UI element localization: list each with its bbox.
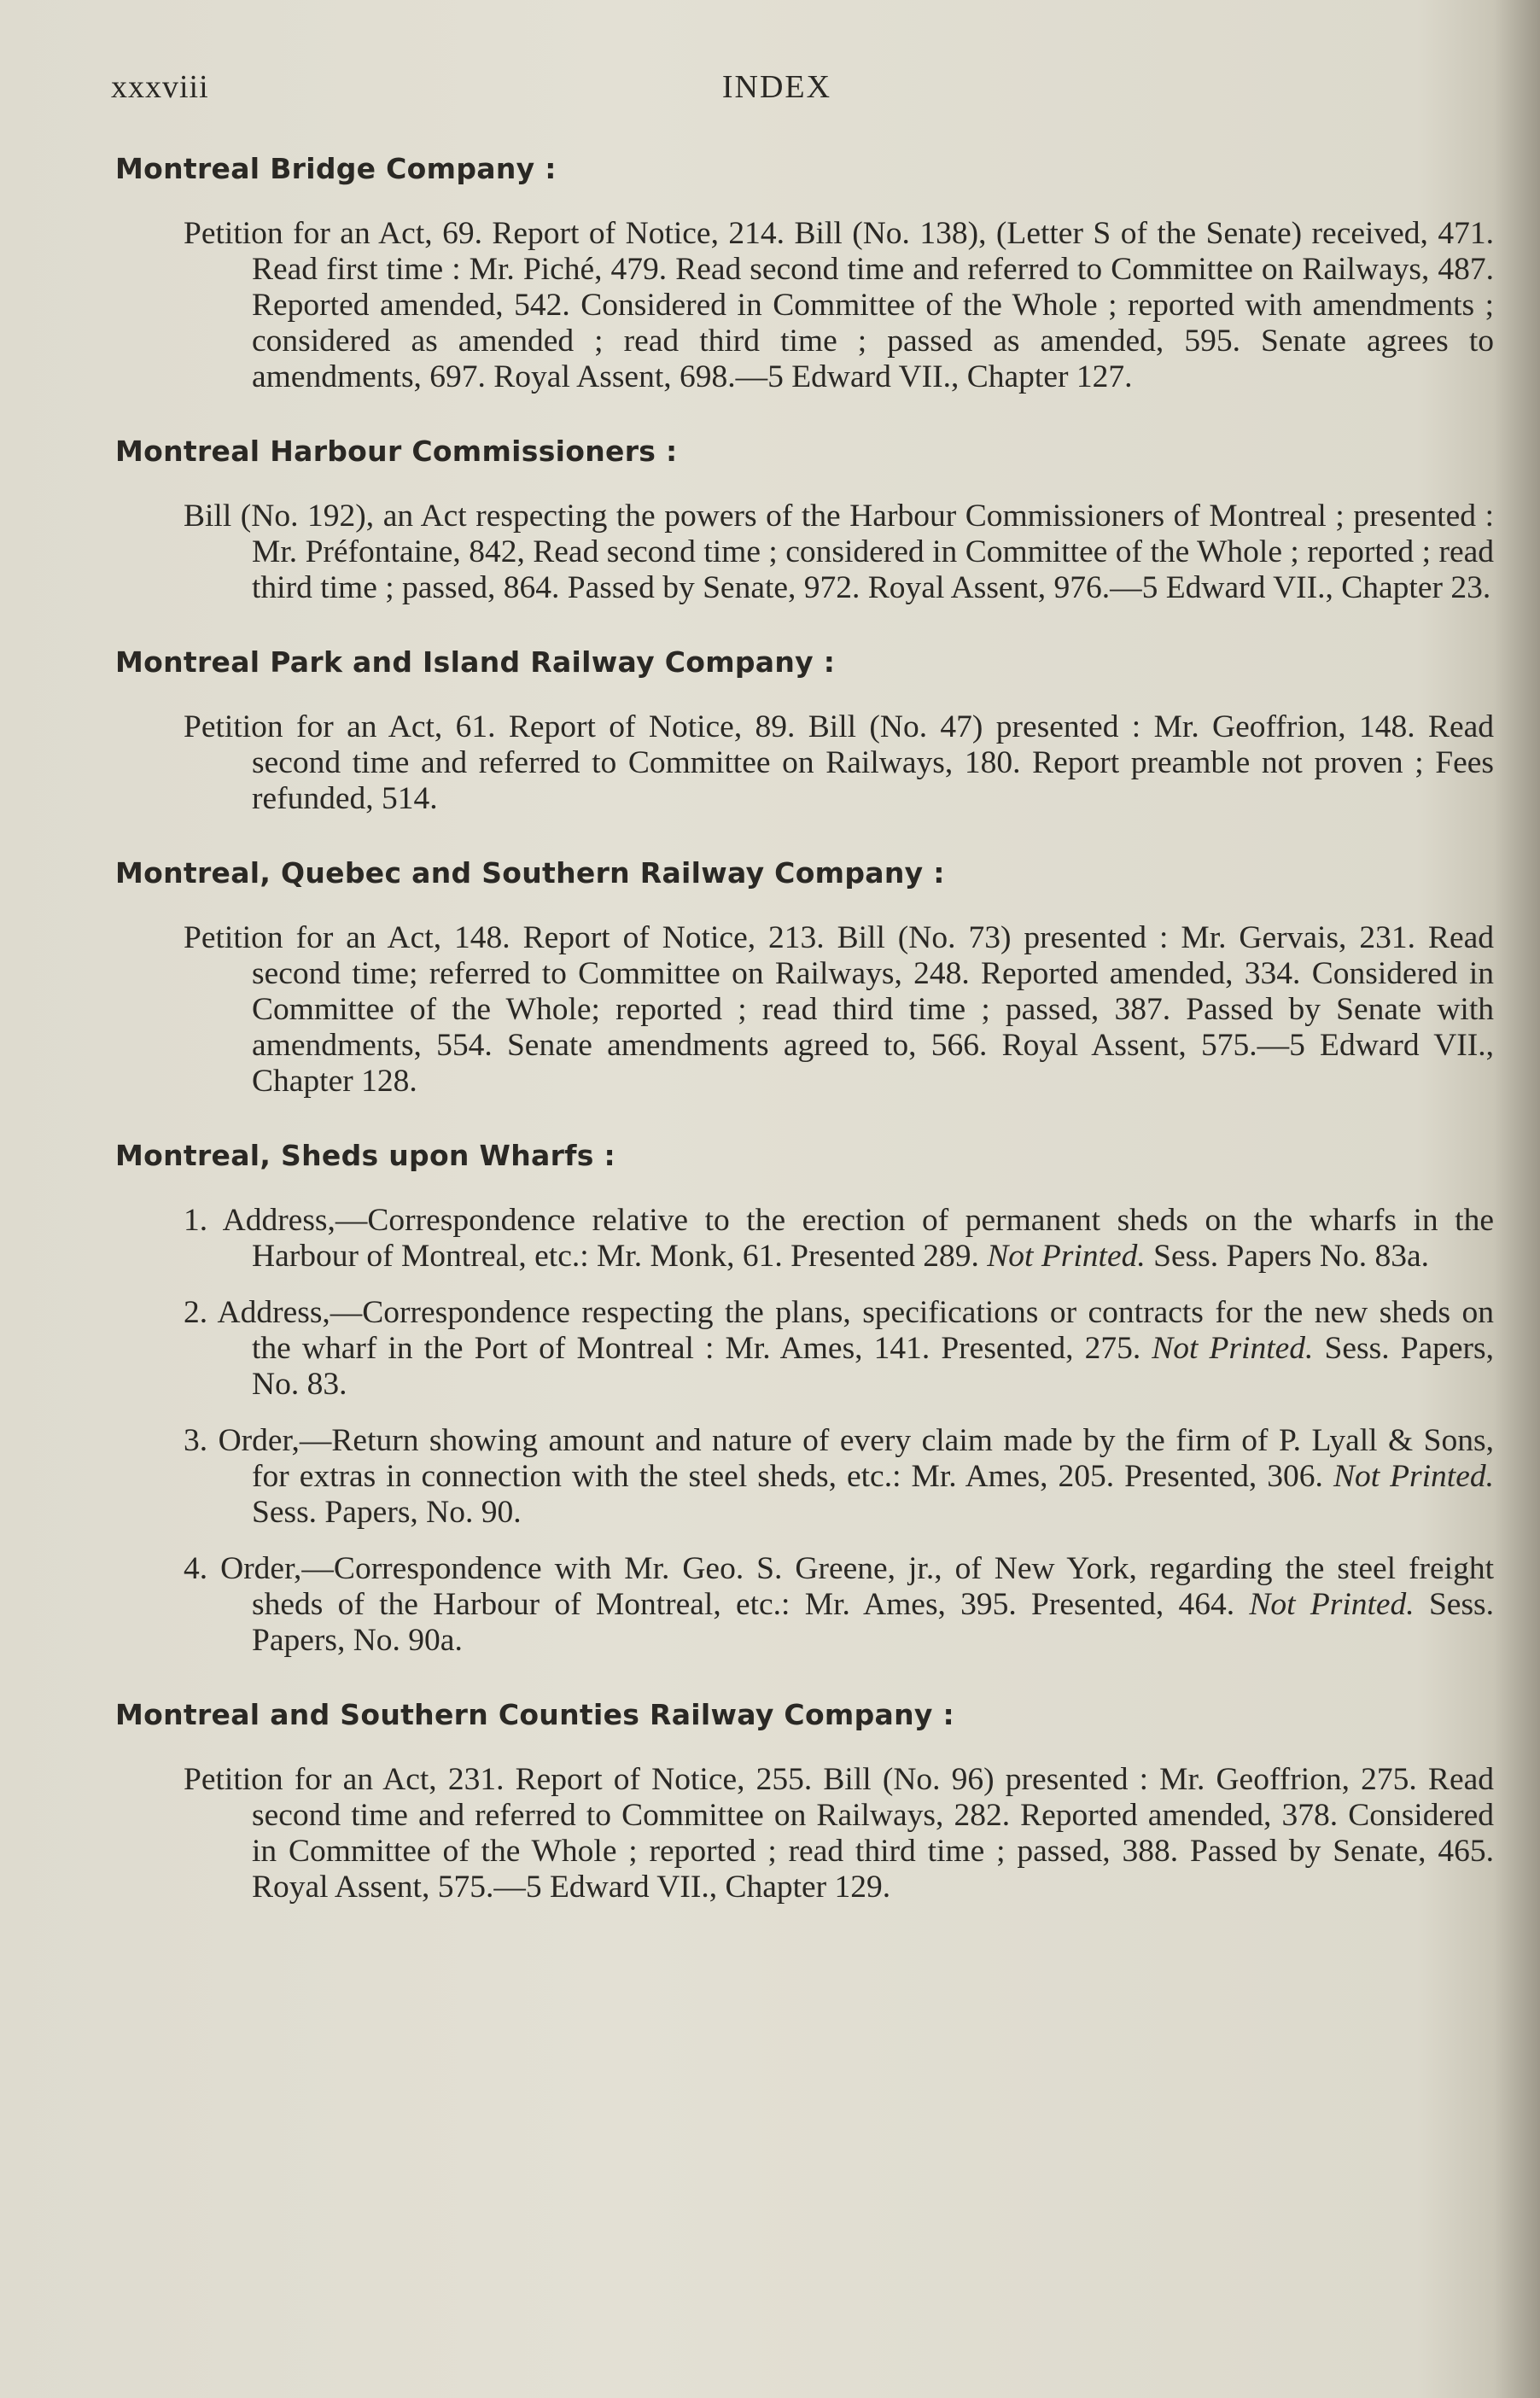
sheds-item	[184, 1295, 1494, 1403]
item-text: 2. Address,—Correspondence respecting the plans, specifications or contracts for the new sheds on the wharf in the Port of Montreal : Mr. Ames, 141. Presented, 275.	[184, 1295, 1494, 1366]
item-italic-note: Not Printed.	[987, 1239, 1146, 1274]
running-title: INDEX	[721, 69, 832, 105]
item-text: 1. Address,—Correspondence relative to the erection of permanent sheds on the wharfs in the Harbour of Montreal, etc.: Mr. Monk, 61. Presented 289.	[184, 1203, 1494, 1274]
entry-heading: Montreal, Quebec and Southern Railway Company :	[115, 856, 945, 890]
index-entry	[115, 645, 1494, 817]
entry-paragraph: Petition for an Act, 61. Report of Notice, 89. Bill (No. 47) presented : Mr. Geoffrion, 148. Read second time and referred to Committee on Railways, 180. Report preamble not proven ; Fees refunded, 514.	[184, 709, 1494, 816]
item-italic-note: Not Printed.	[1152, 1331, 1314, 1366]
item-text: 3. Order,—Return showing amount and nature of every claim made by the firm of P. Lyall & Sons, for extras in connection with the steel sheds, etc.: Mr. Ames, 205. Presented, 306.	[184, 1423, 1494, 1494]
entry-heading: Montreal Park and Island Railway Company :	[115, 645, 836, 679]
index-entry	[115, 1698, 1494, 1905]
item-tail: Sess. Papers, No. 90a.	[252, 1587, 1495, 1658]
item-tail: Sess. Papers, No. 83.	[252, 1331, 1495, 1402]
entry-paragraph: Petition for an Act, 148. Report of Notice, 213. Bill (No. 73) presented : Mr. Gervais, 231. Read second time; referred to Committee on Railways, 248. Reported amended, 334. Considered in Committee of the Whole; reported ; read third time ; passed, 387. Passed by Senate with amendments, 554. Senate amendments agreed to, 566. Royal Assent, 575.—5 Edward VII., Chapter 128.	[184, 920, 1494, 1099]
entry-heading: Montreal Harbour Commissioners :	[115, 435, 678, 468]
entry-heading: Montreal and Southern Counties Railway Company :	[115, 1698, 954, 1731]
index-entry	[115, 856, 1494, 1100]
entry-paragraph: Petition for an Act, 231. Report of Notice, 255. Bill (No. 96) presented : Mr. Geoffrion, 275. Read second time and referred to Committee on Railways, 282. Reported amended, 378. Considered in Committee of the Whole ; reported ; read third time ; passed, 388. Passed by Senate, 465. Royal Assent, 575.—5 Edward VII., Chapter 129.	[184, 1762, 1494, 1905]
item-text: 4. Order,—Correspondence with Mr. Geo. S. Greene, jr., of New York, regarding the steel freight sheds of the Harbour of Montreal, etc.: Mr. Ames, 395. Presented, 464.	[184, 1551, 1494, 1622]
item-italic-note: Not Printed.	[1249, 1587, 1415, 1622]
item-tail: Sess. Papers No. 83a.	[1153, 1239, 1429, 1274]
index-entry	[115, 152, 1494, 395]
page-header	[111, 68, 1443, 120]
entry-heading: Montreal Bridge Company :	[115, 152, 557, 185]
index-entry	[115, 435, 1494, 606]
item-italic-note: Not Printed.	[1333, 1459, 1494, 1494]
entry-paragraph: Bill (No. 192), an Act respecting the powers of the Harbour Commissioners of Montreal ; presented : Mr. Préfontaine, 842, Read second time ; considered in Committee of the Whole ; reported ; read third time ; passed, 864. Passed by Senate, 972. Royal Assent, 976.—5 Edward VII., Chapter 23.	[184, 499, 1494, 605]
sheds-item	[184, 1423, 1494, 1531]
index-content	[115, 152, 1495, 1945]
entry-paragraph: Petition for an Act, 69. Report of Notice, 214. Bill (No. 138), (Letter S of the Senate) received, 471. Read first time : Mr. Piché, 479. Read second time and referred to Committee on Railways, 487. Reported amended, 542. Considered in Committee of the Whole ; reported with amendments ; considered as amended ; read third time ; passed as amended, 595. Senate agrees to amendments, 697. Royal Assent, 698.—5 Edward VII., Chapter 127.	[184, 216, 1494, 394]
sheds-item	[184, 1551, 1494, 1659]
sheds-item	[184, 1203, 1494, 1275]
page-number: xxxviii	[111, 69, 209, 105]
item-tail: Sess. Papers, No. 90.	[252, 1495, 522, 1530]
index-entry-sheds	[115, 1139, 1495, 1659]
entry-heading: Montreal, Sheds upon Wharfs :	[115, 1139, 616, 1172]
